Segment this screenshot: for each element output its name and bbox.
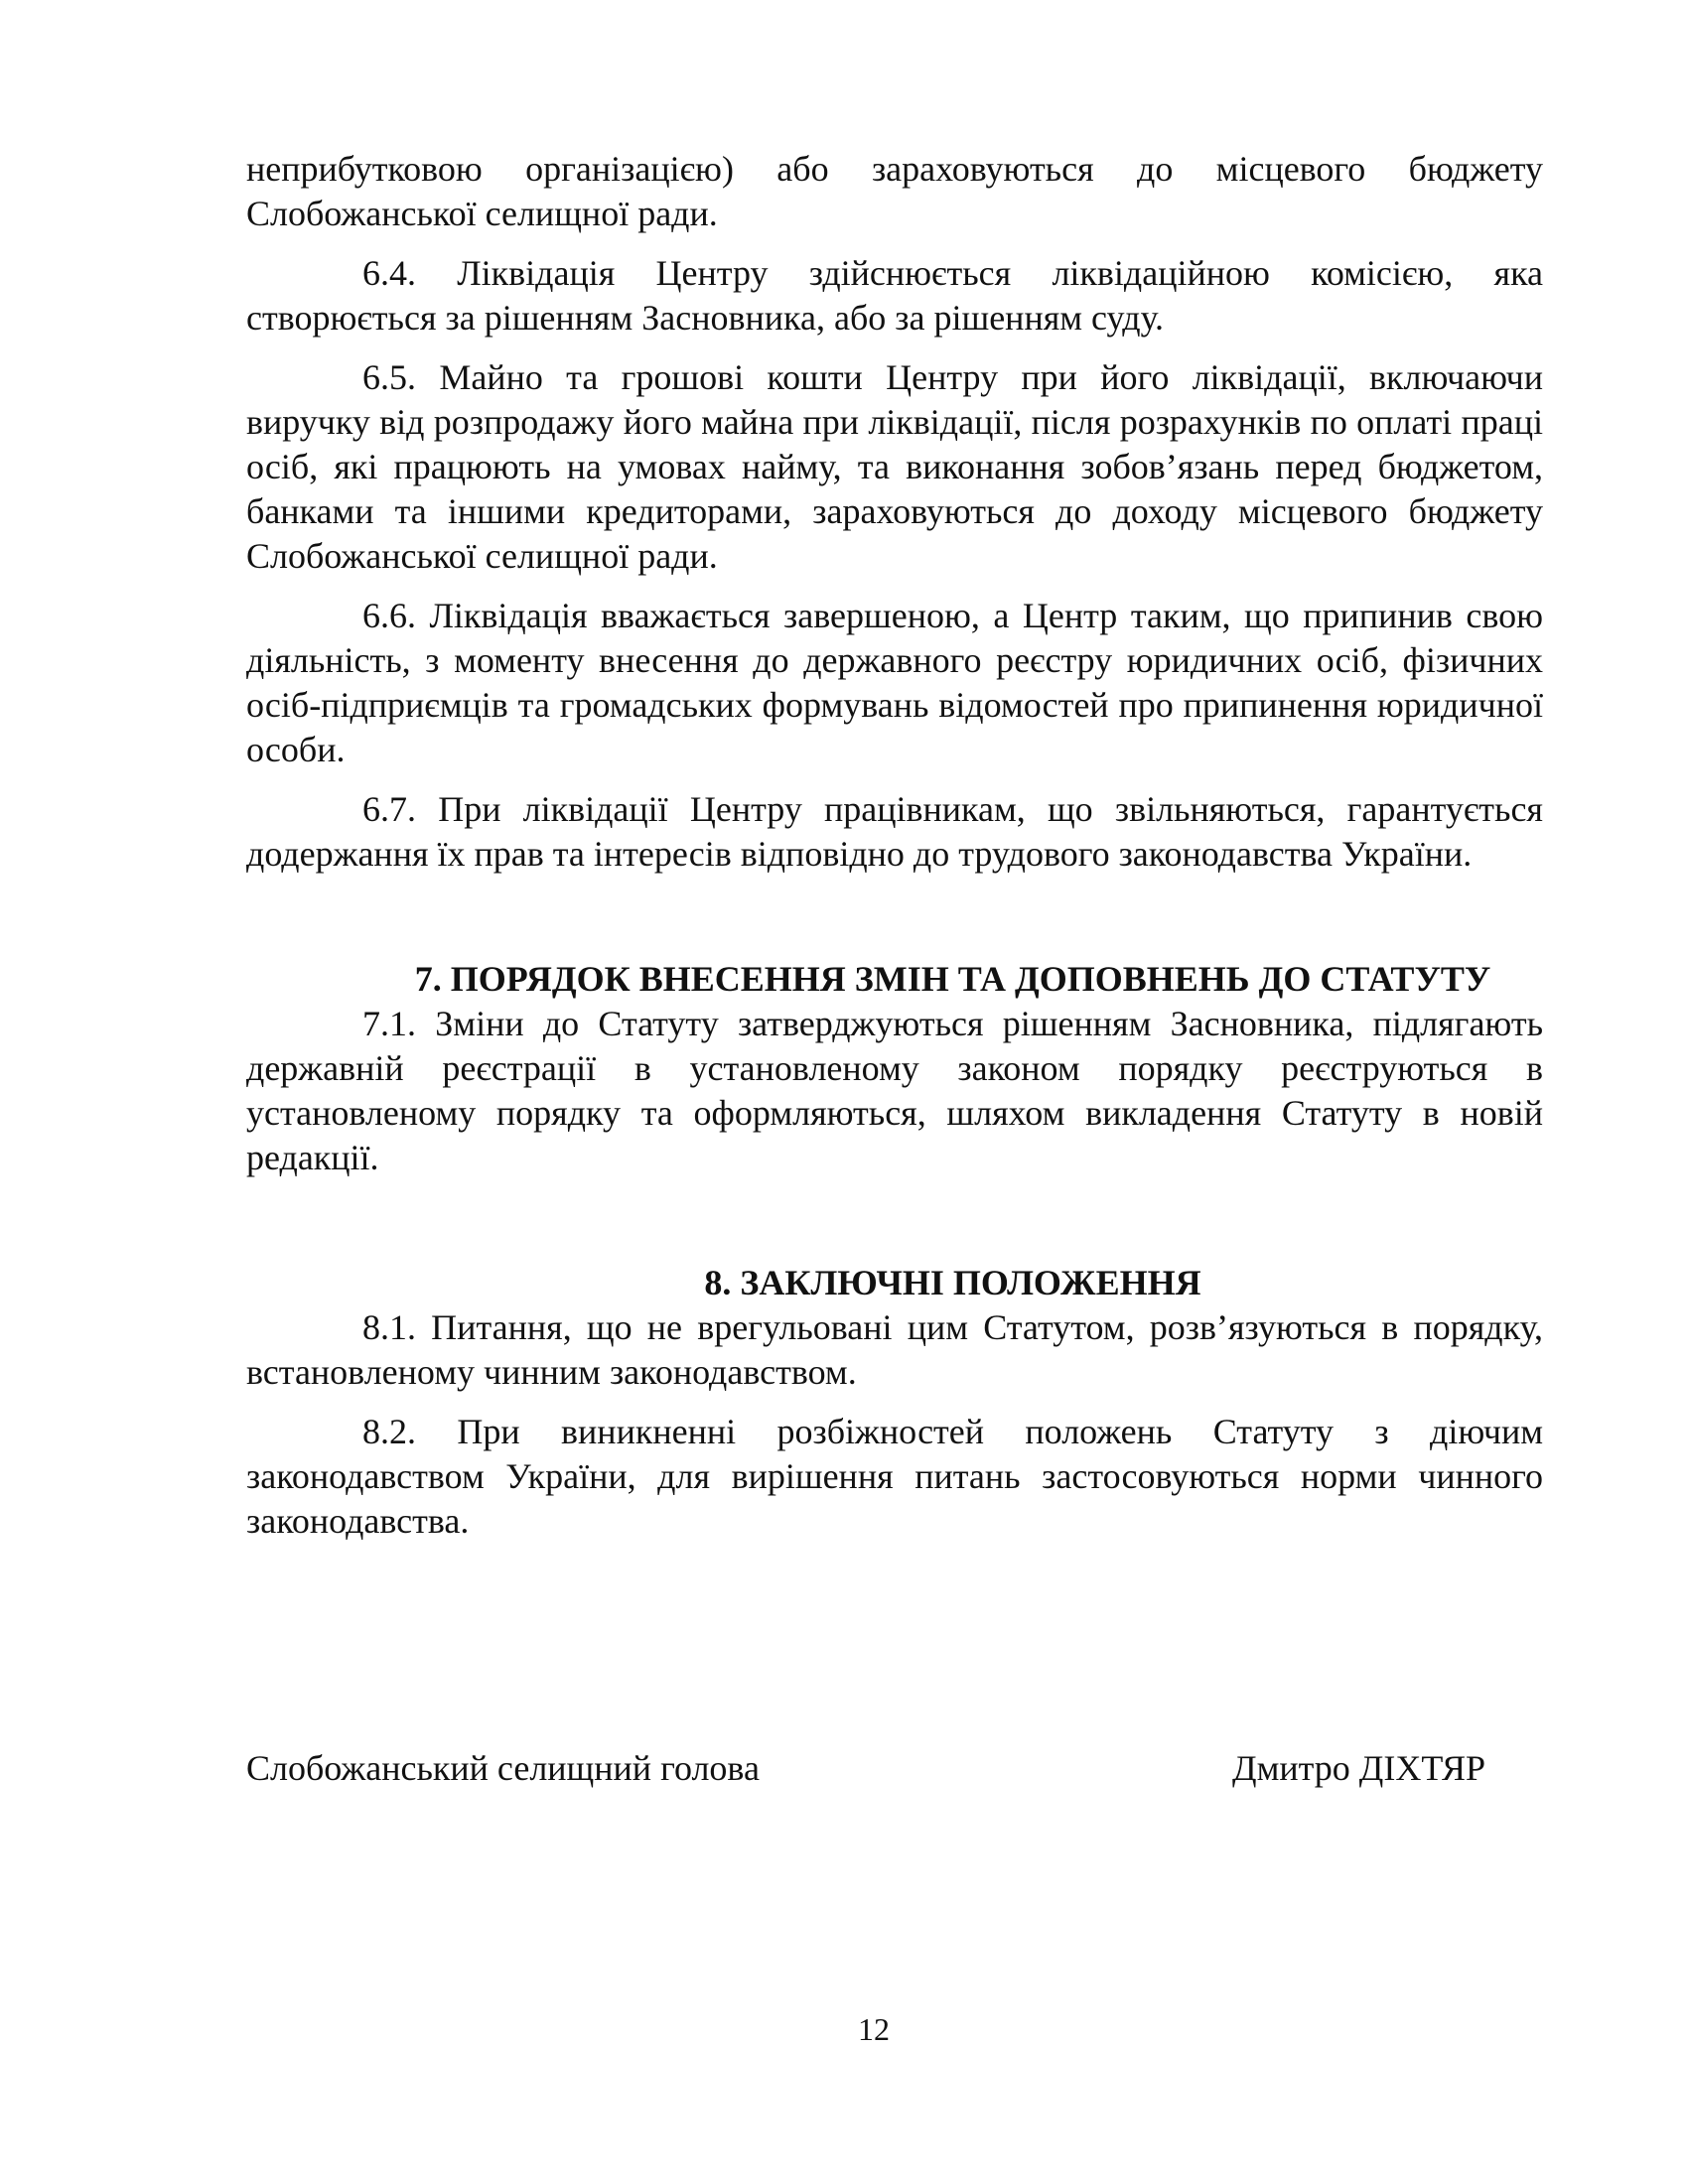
signatory-position: Слобожанський селищний голова bbox=[246, 1748, 760, 1788]
section-8-heading: 8. ЗАКЛЮЧНІ ПОЛОЖЕННЯ bbox=[704, 1263, 1201, 1302]
page-number: 12 bbox=[858, 2011, 890, 2047]
signature-block bbox=[246, 1746, 1485, 1791]
signatory-name: Дмитро ДІХТЯР bbox=[1232, 1748, 1485, 1788]
paragraph-6-4: 6.4. Ліквідація Центру здійснюється ліквідаційною комісією, яка створюється за рішенням Засновника, або за рішенням суду. bbox=[246, 253, 1543, 338]
paragraph-6-7: 6.7. При ліквідації Центру працівникам, що звільняються, гарантується додержання їх прав та інтересів відповідно до трудового законодавства України. bbox=[246, 789, 1543, 874]
paragraph-6-5: 6.5. Майно та грошові кошти Центру при його ліквідації, включаючи виручку від розпродажу його майна при ліквідації, після розрахунків по оплаті праці осіб, які працюють на умовах найму, та виконання зобов’язань перед бюджетом, банками та іншими кредиторами, зараховуються до доходу місцевого бюджету Слобожанської селищної ради. bbox=[246, 357, 1543, 576]
paragraph-8-2: 8.2. При виникненні розбіжностей положень Статуту з діючим законодавством України, для вирішення питань застосовуються норми чинного законодавства. bbox=[246, 1412, 1543, 1541]
document-page bbox=[246, 147, 1543, 1544]
paragraph-6-6: 6.6. Ліквідація вважається завершеною, а Центр таким, що припинив свою діяльність, з моменту внесення до державного реєстру юридичних осіб, фізичних осіб-підприємців та громадських формувань відомостей про припинення юридичної особи. bbox=[246, 596, 1543, 769]
paragraph-8-1: 8.1. Питання, що не врегульовані цим Статутом, розв’язуються в порядку, встановленому чинним законодавством. bbox=[246, 1307, 1543, 1392]
section-7-heading: 7. ПОРЯДОК ВНЕСЕННЯ ЗМІН ТА ДОПОВНЕНЬ ДО СТАТУТУ bbox=[414, 959, 1491, 999]
paragraph-continuation: неприбутковою організацією) або зараховуються до місцевого бюджету Слобожанської селищної ради. bbox=[246, 149, 1543, 233]
paragraph-7-1: 7.1. Зміни до Статуту затверджуються рішенням Засновника, підлягають державній реєстрації в установленому законом порядку реєструються в установленому порядку та оформляються, шляхом викладення Статуту в новій редакції. bbox=[246, 1004, 1543, 1177]
